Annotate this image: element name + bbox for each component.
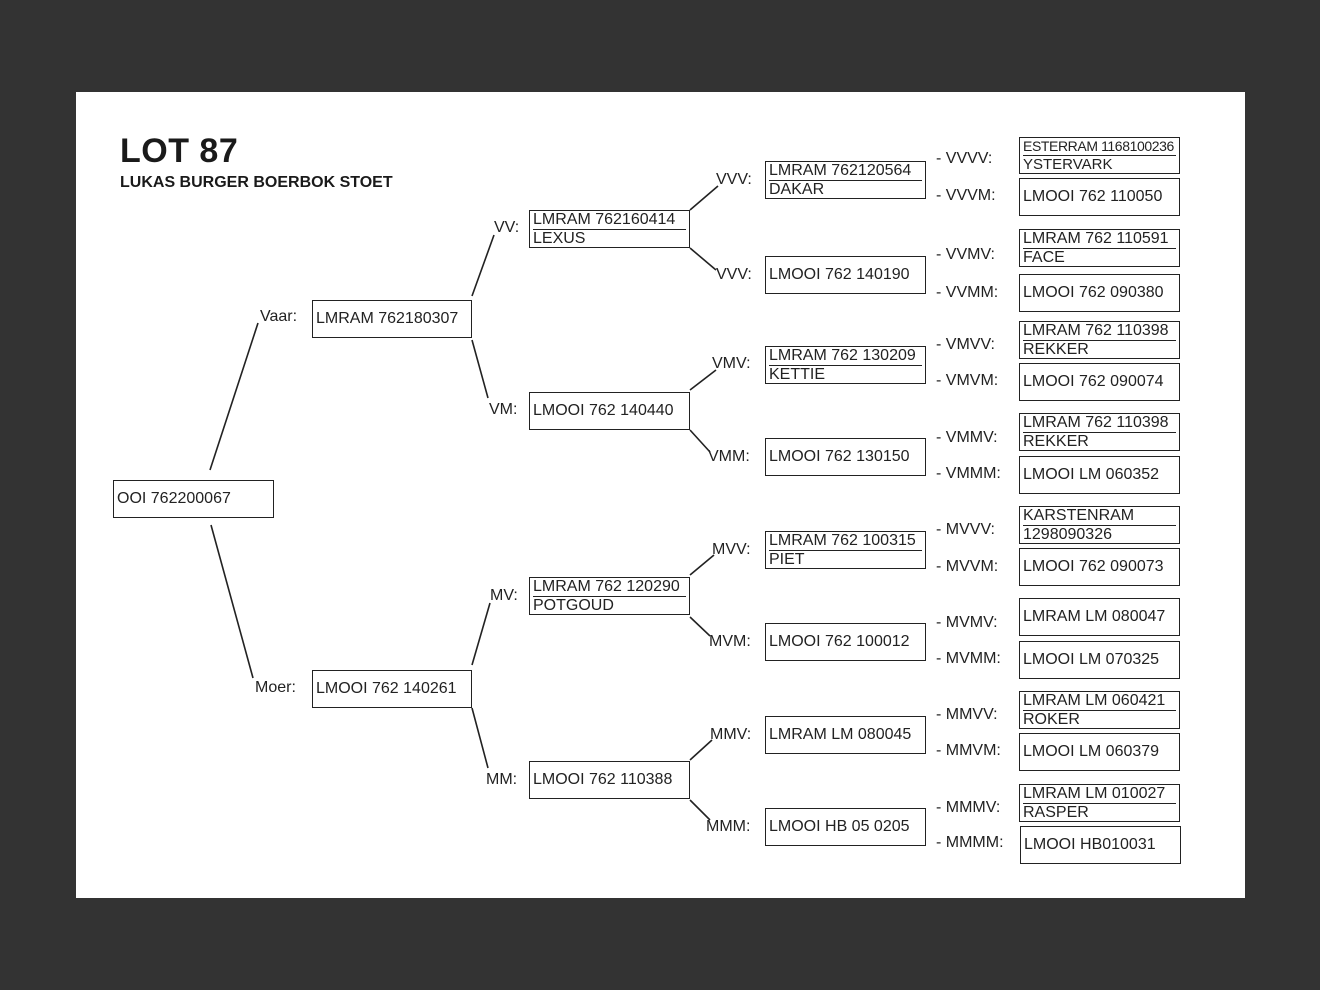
dam-id: LMOOI 762 140261 bbox=[316, 680, 457, 697]
gen2-name: POTGOUD bbox=[533, 596, 686, 615]
subject-id: OOI 762200067 bbox=[117, 490, 231, 507]
gen4-box bbox=[1019, 178, 1180, 216]
gen4-id: LMOOI HB010031 bbox=[1024, 836, 1156, 853]
gen3-label: VMV: bbox=[712, 355, 751, 372]
gen3-box bbox=[765, 531, 926, 569]
gen4-label: - VMMV: bbox=[936, 429, 998, 446]
gen4-id: KARSTENRAM bbox=[1023, 506, 1135, 524]
gen4-id: LMRAM 762 110398 bbox=[1023, 413, 1169, 431]
sire-box bbox=[312, 300, 472, 338]
gen3-label: MVM: bbox=[709, 633, 751, 650]
gen4-label: - VVVV: bbox=[936, 150, 993, 167]
gen3-name: KETTIE bbox=[769, 365, 922, 384]
gen2-label: VM: bbox=[489, 401, 518, 418]
gen4-label: - VVMM: bbox=[936, 284, 999, 301]
gen2-id: LMOOI 762 110388 bbox=[533, 771, 673, 788]
gen4-label: - MVMV: bbox=[936, 614, 998, 631]
gen2-id: LMOOI 762 140440 bbox=[533, 402, 674, 419]
gen3-label: VMM: bbox=[708, 448, 750, 465]
gen4-name: YSTERVARK bbox=[1023, 155, 1176, 174]
gen4-label: - VMVV: bbox=[936, 336, 995, 353]
gen4-label: - MMMM: bbox=[936, 834, 1004, 851]
gen4-box bbox=[1019, 363, 1180, 401]
dam-box bbox=[312, 670, 472, 708]
gen4-name: FACE bbox=[1023, 248, 1176, 267]
dam-label: Moer: bbox=[255, 679, 296, 696]
gen4-box bbox=[1019, 229, 1180, 267]
gen4-box bbox=[1019, 321, 1180, 359]
gen4-id: LMOOI LM 060352 bbox=[1023, 466, 1160, 483]
gen4-box bbox=[1019, 784, 1180, 822]
gen4-id: LMOOI LM 060379 bbox=[1023, 743, 1160, 760]
gen3-label: MVV: bbox=[712, 541, 751, 558]
gen4-box bbox=[1019, 456, 1180, 494]
gen3-box bbox=[765, 623, 926, 661]
gen4-id: LMOOI 762 090074 bbox=[1023, 373, 1164, 390]
gen4-name: REKKER bbox=[1023, 340, 1176, 359]
gen4-id: LMOOI 762 090380 bbox=[1023, 284, 1164, 301]
gen3-label: MMV: bbox=[710, 726, 752, 743]
gen2-box bbox=[529, 210, 690, 248]
subject-box bbox=[113, 480, 274, 518]
gen4-label: - MVVV: bbox=[936, 521, 995, 538]
gen4-id: LMRAM LM 080047 bbox=[1023, 608, 1166, 625]
gen2-label: MM: bbox=[486, 771, 518, 788]
gen3-name: DAKAR bbox=[769, 180, 922, 199]
gen4-name: RASPER bbox=[1023, 803, 1176, 822]
gen3-id: LMOOI 762 130150 bbox=[769, 448, 910, 465]
gen4-label: - MVVM: bbox=[936, 558, 999, 575]
gen4-id: LMRAM LM 060421 bbox=[1023, 691, 1166, 709]
gen2-label: MV: bbox=[490, 587, 518, 604]
gen3-label: VVV: bbox=[716, 171, 752, 188]
gen3-box bbox=[765, 716, 926, 754]
gen2-box bbox=[529, 761, 690, 799]
gen3-box bbox=[765, 161, 926, 199]
gen3-id: LMOOI HB 05 0205 bbox=[769, 818, 910, 835]
gen4-label: - VMMM: bbox=[936, 465, 1001, 482]
gen4-name: 1298090326 bbox=[1023, 525, 1176, 544]
gen4-id: LMRAM LM 010027 bbox=[1023, 784, 1166, 802]
gen3-id: LMOOI 762 140190 bbox=[769, 266, 910, 283]
gen4-box bbox=[1019, 137, 1180, 174]
gen3-label: VVV: bbox=[716, 266, 752, 283]
gen4-box bbox=[1019, 274, 1180, 312]
gen4-label: - VVVM: bbox=[936, 187, 996, 204]
gen4-name: ROKER bbox=[1023, 710, 1176, 729]
gen4-id: LMRAM 762 110398 bbox=[1023, 321, 1169, 339]
gen3-id: LMRAM 762120564 bbox=[769, 161, 912, 179]
gen4-id: LMRAM 762 110591 bbox=[1023, 229, 1169, 247]
gen2-id: LMRAM 762160414 bbox=[533, 210, 676, 228]
gen4-box bbox=[1019, 641, 1180, 679]
gen2-box bbox=[529, 577, 690, 615]
gen4-label: - MMVM: bbox=[936, 742, 1001, 759]
gen4-label: - VVMV: bbox=[936, 246, 995, 263]
gen3-name: PIET bbox=[769, 550, 922, 569]
gen3-box bbox=[765, 808, 926, 846]
gen4-id: LMOOI 762 090073 bbox=[1023, 558, 1164, 575]
gen4-box bbox=[1019, 733, 1180, 771]
stud-name: LUKAS BURGER BOERBOK STOET bbox=[120, 174, 393, 191]
gen3-box bbox=[765, 256, 926, 294]
gen4-id: LMOOI 762 110050 bbox=[1023, 188, 1163, 205]
gen4-box bbox=[1019, 506, 1180, 544]
gen3-id: LMRAM LM 080045 bbox=[769, 726, 912, 743]
gen4-box bbox=[1019, 548, 1180, 586]
lot-title: LOT 87 bbox=[120, 132, 239, 170]
gen4-id: LMOOI LM 070325 bbox=[1023, 651, 1160, 668]
sire-label: Vaar: bbox=[260, 308, 298, 325]
gen4-label: - MVMM: bbox=[936, 650, 1001, 667]
gen3-box bbox=[765, 438, 926, 476]
gen4-label: - VMVM: bbox=[936, 372, 999, 389]
gen4-box bbox=[1019, 413, 1180, 451]
gen4-name: REKKER bbox=[1023, 432, 1176, 451]
gen2-label: VV: bbox=[494, 219, 520, 236]
sire-id: LMRAM 762180307 bbox=[316, 310, 459, 327]
gen2-name: LEXUS bbox=[533, 229, 686, 248]
gen3-label: MMM: bbox=[706, 818, 751, 835]
gen3-id: LMRAM 762 100315 bbox=[769, 531, 916, 549]
gen4-box bbox=[1020, 826, 1181, 864]
gen2-id: LMRAM 762 120290 bbox=[533, 577, 680, 595]
gen4-box bbox=[1019, 691, 1180, 729]
gen3-id: LMOOI 762 100012 bbox=[769, 633, 910, 650]
gen4-id: ESTERRAM 1168100236 bbox=[1023, 138, 1174, 154]
gen4-label: - MMVV: bbox=[936, 706, 998, 723]
gen3-box bbox=[765, 346, 926, 384]
gen3-id: LMRAM 762 130209 bbox=[769, 346, 916, 364]
gen4-box bbox=[1019, 598, 1180, 636]
gen2-box bbox=[529, 392, 690, 430]
gen4-label: - MMMV: bbox=[936, 799, 1001, 816]
